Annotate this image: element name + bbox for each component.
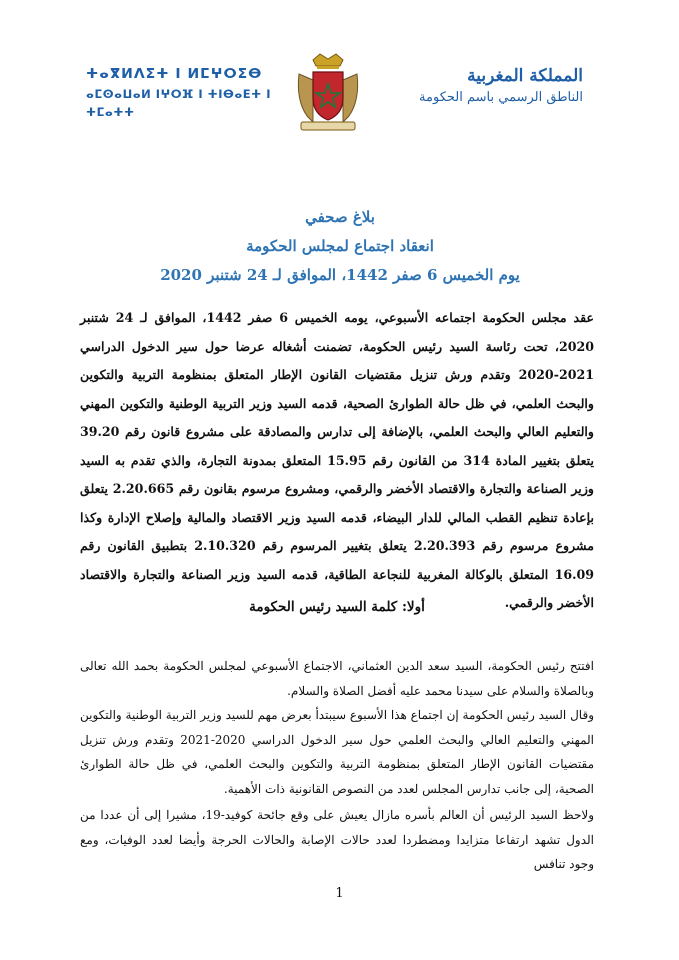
body-paragraph-pandemic: ولاحظ السيد الرئيس أن العالم بأسره مازال يعيش على وقع جائحة كوفيد-19، مشيرا إلى أن عددا من الدول تشهد ارتفاعا متزايدا ومضطردا لعدد حالات الإصابة والحالات الحرجة وأيضا لعدد الوفيات، ومع وجود تنافس — [80, 808, 595, 871]
tifinagh-kingdom-label: ⵜⴰⴳⵍⴷⵉⵜ ⵏ ⵍⵎⵖⵔⵉⴱ — [86, 66, 263, 82]
arabic-header — [363, 64, 583, 107]
tifinagh-header — [86, 64, 286, 121]
tifinagh-spokesman-label: ⴰⵎⵙⴰⵡⴰⵍ ⵏⵖⵔⴼ ⵏ ⵜⵏⴱⴰⴹⵜ ⵏ ⵜⵎⴰⵜⵜ — [86, 86, 272, 119]
body-paragraph-agenda: وقال السيد رئيس الحكومة إن اجتماع هذا الأسبوع سيبتدأ بعرض مهم للسيد وزير التربية الوطنية والتكوين المهني والتعليم العالي والبحث العلمي حول سير الدخول الدراسي 2020-2021 وتقدم ورش تنزيل مقتضيات القانون الإطار المتعلق بمنظومة التربية والتكوين والبحث العلمي، في ظل حالة الطوارئ الصحية، إلى جانب تدارس المجلس لعدد من النصوص القانونية ذات الأهمية. — [80, 708, 595, 796]
summary-paragraph: عقد مجلس الحكومة اجتماعه الأسبوعي، يومه الخميس 6 صفر 1442، الموافق لـ 24 شتنبر 2020، تحت رئاسة السيد رئيس الحكومة، تضمنت أشغاله عرضا حول سير الدخول الدراسي 2021-2020 وتقدم ورش تنزيل مقتضيات القانون الإطار المتعلق بمنظومة التربية والتكوين والبحث العلمي، في ظل حالة الطوارئ الصحية، قدمه السيد وزير التربية الوطنية والتكوين المهني والتعليم العالي والبحث العلمي، بالإضافة إلى تدارس والمصادقة على مشروع قانون رقم 39.20 يتعلق بتغيير المادة 314 من القانون رقم 15.95 المتعلق بمدونة التجارة، والذي تقدم به السيد وزير الصناعة والتجارة والاقتصاد الأخضر والرقمي، ومشروع مرسوم بقانون رقم 2.20.665 يتعلق بإعادة تنظيم القطب المالي للدار البيضاء، قدمه السيد وزير الاقتصاد والمالية وإصلاح الإدارة وكذا مشروع مرسوم رقم 2.20.393 يتعلق بتغيير المرسوم رقم 2.10.320 بتطبيق القانون رقم 16.09 المتعلق بالوكالة المغربية للنجاعة الطاقية، قدمه السيد وزير الصناعة والتجارة والاقتصاد الأخضر والرقمي. — [80, 310, 594, 610]
body-paragraph-opening: افتتح رئيس الحكومة، السيد سعد الدين العثماني، الاجتماع الأسبوعي لمجلس الحكومة بحمد الله تعالى وبالصلاة والسلام على سيدنا محمد عليه أفضل الصلاة والسلام. — [80, 659, 594, 698]
press-release-titles — [60, 203, 620, 290]
page-number: 1 — [335, 886, 344, 901]
meeting-subtitle: انعقاد اجتماع لمجلس الحكومة — [246, 237, 434, 255]
kingdom-of-morocco-label: المملكة المغربية — [467, 66, 583, 86]
press-release-title: بلاغ صحفي — [305, 208, 375, 226]
meeting-date: يوم الخميس 6 صفر 1442، الموافق لـ 24 شتنبر 2020 — [160, 266, 520, 284]
government-spokesman-label: الناطق الرسمي باسم الحكومة — [419, 89, 583, 105]
moroccan-coat-of-arms-icon — [293, 50, 363, 136]
section-heading: أولا: كلمة السيد رئيس الحكومة — [249, 599, 425, 615]
